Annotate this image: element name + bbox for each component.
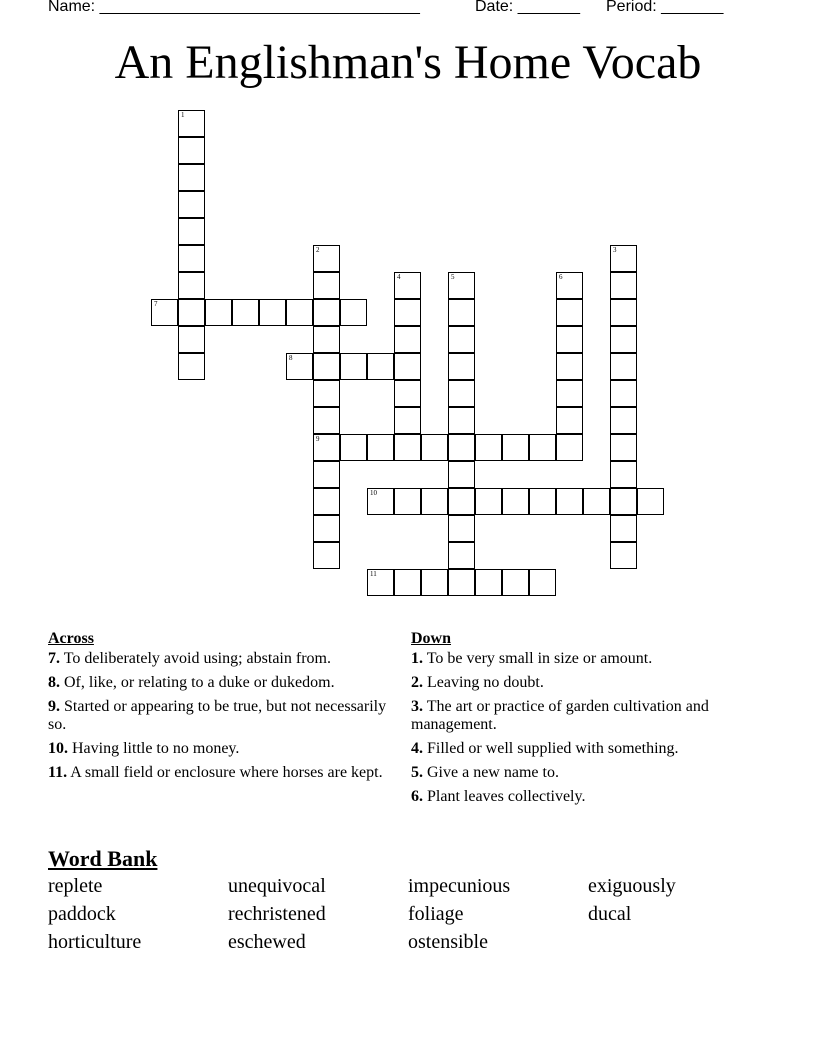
- word-bank-word: unequivocal: [228, 875, 326, 897]
- across-heading: Across: [48, 630, 94, 647]
- down-clue: 1. To be very small in size or amount.: [411, 650, 653, 667]
- crossword-cell[interactable]: [448, 434, 475, 461]
- crossword-cell[interactable]: [394, 326, 421, 353]
- down-clues: [411, 630, 751, 812]
- crossword-cell[interactable]: [178, 299, 205, 326]
- across-clue: 9. Started or appearing to be true, but not necessarily so.: [48, 698, 387, 733]
- crossword-cell[interactable]: [448, 569, 475, 596]
- word-bank-word: exiguously: [588, 875, 676, 897]
- crossword-cell[interactable]: [610, 299, 637, 326]
- crossword-cell[interactable]: [259, 299, 286, 326]
- crossword-cell[interactable]: [556, 326, 583, 353]
- crossword-cell[interactable]: [394, 272, 421, 299]
- word-bank-word: ducal: [588, 903, 632, 925]
- crossword-cell[interactable]: [367, 488, 394, 515]
- crossword-cell[interactable]: [556, 407, 583, 434]
- crossword-cell[interactable]: [394, 488, 421, 515]
- crossword-cell[interactable]: [367, 434, 394, 461]
- down-clue: 2. Leaving no doubt.: [411, 674, 544, 691]
- word-bank-word: foliage: [408, 903, 464, 925]
- crossword-cell[interactable]: [448, 380, 475, 407]
- crossword-cell[interactable]: [448, 542, 475, 569]
- page-title: An Englishman's Home Vocab: [114, 36, 702, 89]
- crossword-cell[interactable]: [475, 488, 502, 515]
- clue-number: 5: [451, 273, 455, 281]
- crossword-cell[interactable]: [502, 488, 529, 515]
- crossword-cell[interactable]: [394, 434, 421, 461]
- crossword-cell[interactable]: [448, 488, 475, 515]
- name-field[interactable]: Name: ____________________________________: [48, 0, 420, 15]
- word-bank-word: ostensible: [408, 931, 488, 953]
- crossword-cell[interactable]: [610, 245, 637, 272]
- word-bank: [48, 846, 768, 955]
- crossword-cell[interactable]: [448, 407, 475, 434]
- crossword-cell[interactable]: [286, 353, 313, 380]
- word-bank-title: Word Bank: [48, 846, 158, 871]
- crossword-cell[interactable]: [502, 434, 529, 461]
- word-bank-list: [48, 874, 768, 955]
- crossword-cell[interactable]: [529, 488, 556, 515]
- crossword-cell[interactable]: [610, 407, 637, 434]
- crossword-cell[interactable]: [421, 488, 448, 515]
- crossword-cell[interactable]: [313, 515, 340, 542]
- word-bank-word: horticulture: [48, 931, 142, 953]
- crossword-cell[interactable]: [448, 515, 475, 542]
- crossword-cell[interactable]: [394, 353, 421, 380]
- clue-number: 2: [316, 246, 320, 254]
- crossword-cell[interactable]: [178, 110, 205, 137]
- crossword-cell[interactable]: [529, 569, 556, 596]
- crossword-cell[interactable]: [178, 191, 205, 218]
- down-clue: 6. Plant leaves collectively.: [411, 788, 586, 805]
- crossword-cell[interactable]: [610, 515, 637, 542]
- crossword-cell[interactable]: [151, 299, 178, 326]
- crossword-cell[interactable]: [313, 245, 340, 272]
- crossword-cell[interactable]: [178, 245, 205, 272]
- clue-number: 8: [289, 354, 293, 362]
- down-clue: 4. Filled or well supplied with something.: [411, 740, 679, 757]
- crossword-cell[interactable]: [556, 434, 583, 461]
- date-field[interactable]: Date: _______: [475, 0, 580, 15]
- crossword-cell[interactable]: [448, 299, 475, 326]
- crossword-cell[interactable]: [178, 353, 205, 380]
- period-field[interactable]: Period: _______: [606, 0, 724, 15]
- crossword-cell[interactable]: [475, 569, 502, 596]
- crossword-cell[interactable]: [448, 461, 475, 488]
- word-bank-word: replete: [48, 875, 103, 897]
- clue-number: 6: [559, 273, 563, 281]
- crossword-cell[interactable]: [178, 326, 205, 353]
- word-bank-word: paddock: [48, 903, 116, 925]
- crossword-cell[interactable]: [502, 569, 529, 596]
- crossword-cell[interactable]: [448, 272, 475, 299]
- crossword-cell[interactable]: [610, 326, 637, 353]
- clue-number: 11: [370, 570, 377, 578]
- crossword-cell[interactable]: [610, 272, 637, 299]
- across-clue: 11. A small field or enclosure where horses are kept.: [48, 764, 383, 781]
- crossword-cell[interactable]: [475, 434, 502, 461]
- word-bank-word: impecunious: [408, 875, 511, 897]
- crossword-cell[interactable]: [394, 299, 421, 326]
- crossword-cell[interactable]: [178, 164, 205, 191]
- crossword-cell[interactable]: [340, 353, 367, 380]
- crossword-cell[interactable]: [340, 299, 367, 326]
- crossword-cell[interactable]: [313, 299, 340, 326]
- crossword-cell[interactable]: [313, 461, 340, 488]
- across-clue: 8. Of, like, or relating to a duke or dukedom.: [48, 674, 335, 691]
- crossword-cell[interactable]: [313, 407, 340, 434]
- clue-number: 9: [316, 435, 320, 443]
- crossword-cell[interactable]: [313, 542, 340, 569]
- down-clue: 3. The art or practice of garden cultivation and management.: [411, 698, 709, 733]
- crossword-cell[interactable]: [610, 353, 637, 380]
- crossword-cell[interactable]: [286, 299, 313, 326]
- clue-number: 7: [154, 300, 158, 308]
- crossword-cell[interactable]: [205, 299, 232, 326]
- crossword-cell[interactable]: [610, 488, 637, 515]
- crossword-cell[interactable]: [637, 488, 664, 515]
- crossword-cell[interactable]: [556, 380, 583, 407]
- crossword-cell[interactable]: [610, 380, 637, 407]
- crossword-cell[interactable]: [367, 569, 394, 596]
- down-heading: Down: [411, 630, 452, 647]
- crossword-cell[interactable]: [232, 299, 259, 326]
- crossword-cell[interactable]: [610, 434, 637, 461]
- crossword-cell[interactable]: [394, 380, 421, 407]
- crossword-cell[interactable]: [313, 353, 340, 380]
- crossword-cell[interactable]: [313, 434, 340, 461]
- crossword-cell[interactable]: [556, 272, 583, 299]
- down-clue: 5. Give a new name to.: [411, 764, 559, 781]
- crossword-cell[interactable]: [340, 434, 367, 461]
- crossword-cell[interactable]: [610, 461, 637, 488]
- crossword-cell[interactable]: [610, 542, 637, 569]
- crossword-cell[interactable]: [178, 272, 205, 299]
- crossword-cell[interactable]: [313, 380, 340, 407]
- crossword-cell[interactable]: [448, 353, 475, 380]
- across-clues: [48, 630, 388, 788]
- crossword-cell[interactable]: [367, 353, 394, 380]
- crossword-cell[interactable]: [313, 272, 340, 299]
- word-bank-word: rechristened: [228, 903, 326, 925]
- across-clue: 10. Having little to no money.: [48, 740, 240, 757]
- crossword-cell[interactable]: [556, 353, 583, 380]
- crossword-cell[interactable]: [556, 299, 583, 326]
- crossword-cell[interactable]: [394, 407, 421, 434]
- crossword-cell[interactable]: [178, 218, 205, 245]
- crossword-cell[interactable]: [394, 569, 421, 596]
- crossword-cell[interactable]: [448, 326, 475, 353]
- crossword-cell[interactable]: [313, 326, 340, 353]
- clue-number: 3: [613, 246, 617, 254]
- across-clue: 7. To deliberately avoid using; abstain from.: [48, 650, 331, 667]
- crossword-cell[interactable]: [583, 488, 610, 515]
- crossword-cell[interactable]: [529, 434, 556, 461]
- crossword-cell[interactable]: [178, 137, 205, 164]
- crossword-cell[interactable]: [421, 569, 448, 596]
- word-bank-word: eschewed: [228, 931, 306, 953]
- crossword-cell[interactable]: [313, 488, 340, 515]
- clue-number: 4: [397, 273, 401, 281]
- clue-number: 10: [370, 489, 377, 497]
- crossword-cell[interactable]: [421, 434, 448, 461]
- clue-number: 1: [181, 111, 185, 119]
- crossword-cell[interactable]: [556, 488, 583, 515]
